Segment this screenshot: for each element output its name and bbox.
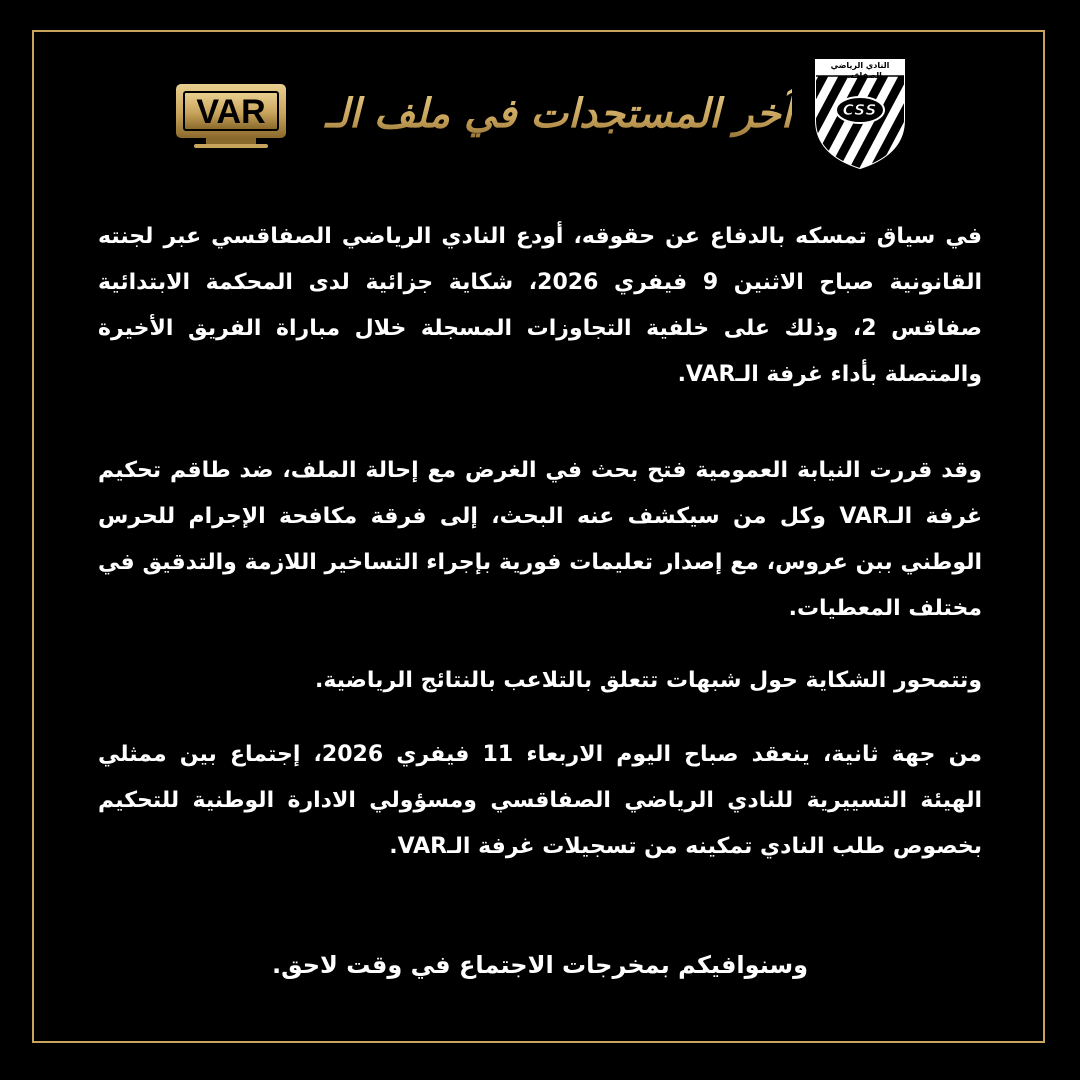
- paragraph-complaint: في سياق تمسكه بالدفاع عن حقوقه، أودع النادي الرياضي الصفاقسي عبر لجنته القانونية صباح الاثنين 9 فيفري 2026، شكاية جزائية لدى المحكمة الابتدائية صفاقس 2، وذلك على خلفية التجاوزات المسجلة خلال مباراة الفريق الأخيرة والمتصلة بأداء غرفة الـVAR.: [98, 224, 982, 387]
- page-title: آخر المستجدات في ملف الـ: [292, 84, 792, 144]
- var-label: VAR: [183, 91, 279, 131]
- header: [0, 0, 1080, 200]
- club-logo: [814, 58, 906, 170]
- logo-abbreviation: CSS: [842, 101, 878, 119]
- logo-club-name: النادي الرياضي الصفاقسي: [830, 61, 890, 80]
- closing-line: وسنوافيكم بمخرجات الاجتماع في وقت لاحق.: [271, 951, 809, 979]
- var-monitor-icon: [176, 84, 286, 138]
- paragraph-investigation: وقد قررت النيابة العمومية فتح بحث في الغرض مع إحالة الملف، ضد طاقم تحكيم غرفة الـVAR وكل من سيكشف عنه البحث، إلى فرقة مكافحة الإجرام للحرس الوطني ببن عروس، مع إصدار تعليمات فورية بإجراء التساخير اللازمة والتدقيق في مختلف المعطيات.: [98, 458, 982, 621]
- paragraph-meeting: من جهة ثانية، ينعقد صباح اليوم الاربعاء 11 فيفري 2026، إجتماع بين ممثلي الهيئة التسييرية للنادي الرياضي الصفاقسي ومسؤولي الادارة الوطنية للتحكيم بخصوص طلب النادي تمكينه من تسجيلات غرفة الـVAR.: [98, 742, 982, 859]
- statement-body: [98, 214, 982, 870]
- paragraph-charges: وتتمحور الشكاية حول شبهات تتعلق بالتلاعب بالنتائج الرياضية.: [314, 668, 982, 693]
- var-badge: [176, 84, 286, 148]
- var-monitor-base: [194, 144, 268, 148]
